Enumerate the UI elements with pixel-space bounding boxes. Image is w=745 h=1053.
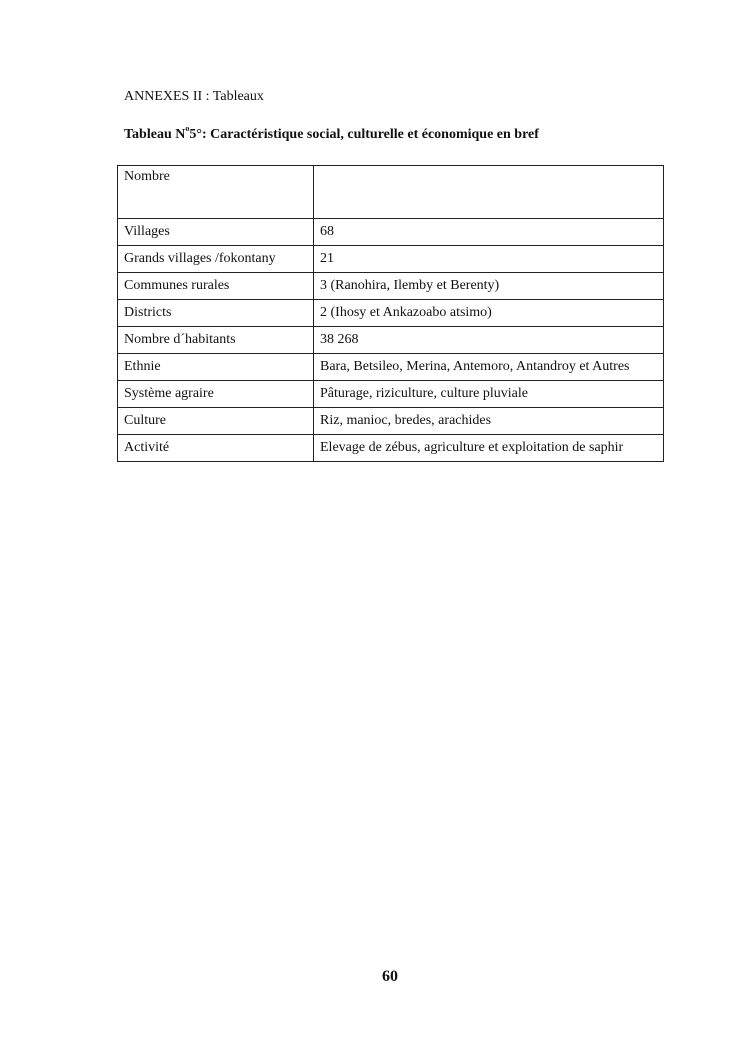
page-number: 60 — [382, 968, 398, 985]
row-label: Communes rurales — [118, 273, 314, 300]
table-row — [118, 300, 664, 327]
table-header-cell: Nombre — [118, 166, 314, 219]
table-row — [118, 381, 664, 408]
table-header-row — [118, 166, 664, 219]
row-value: Pâturage, riziculture, culture pluviale — [314, 381, 664, 408]
row-value: 68 — [314, 219, 664, 246]
caption-superscript: o — [185, 124, 190, 134]
row-label: Ethnie — [118, 354, 314, 381]
row-label: Nombre d´habitants — [118, 327, 314, 354]
row-label: Activité — [118, 435, 314, 462]
characteristics-table — [117, 165, 664, 462]
row-value: Bara, Betsileo, Merina, Antemoro, Antandroy et Autres — [314, 354, 664, 381]
row-value: 21 — [314, 246, 664, 273]
table-row — [118, 435, 664, 462]
caption-suffix: 5°: Caractéristique social, culturelle et économique en bref — [189, 127, 539, 142]
row-value: Elevage de zébus, agriculture et exploitation de saphir — [314, 435, 664, 462]
row-label: Villages — [118, 219, 314, 246]
table-row — [118, 408, 664, 435]
row-value: 2 (Ihosy et Ankazoabo atsimo) — [314, 300, 664, 327]
row-value: Riz, manioc, bredes, arachides — [314, 408, 664, 435]
row-label: Système agraire — [118, 381, 314, 408]
annex-heading: ANNEXES II : Tableaux — [124, 89, 264, 104]
row-label: Districts — [118, 300, 314, 327]
table-row — [118, 219, 664, 246]
table-row — [118, 354, 664, 381]
caption-prefix: Tableau N — [124, 127, 186, 142]
table-caption — [124, 126, 539, 144]
table-header-cell — [314, 166, 664, 219]
row-label: Grands villages /fokontany — [118, 246, 314, 273]
row-label: Culture — [118, 408, 314, 435]
table-row — [118, 246, 664, 273]
row-value: 3 (Ranohira, Ilemby et Berenty) — [314, 273, 664, 300]
table-row — [118, 273, 664, 300]
table-row — [118, 327, 664, 354]
row-value: 38 268 — [314, 327, 664, 354]
